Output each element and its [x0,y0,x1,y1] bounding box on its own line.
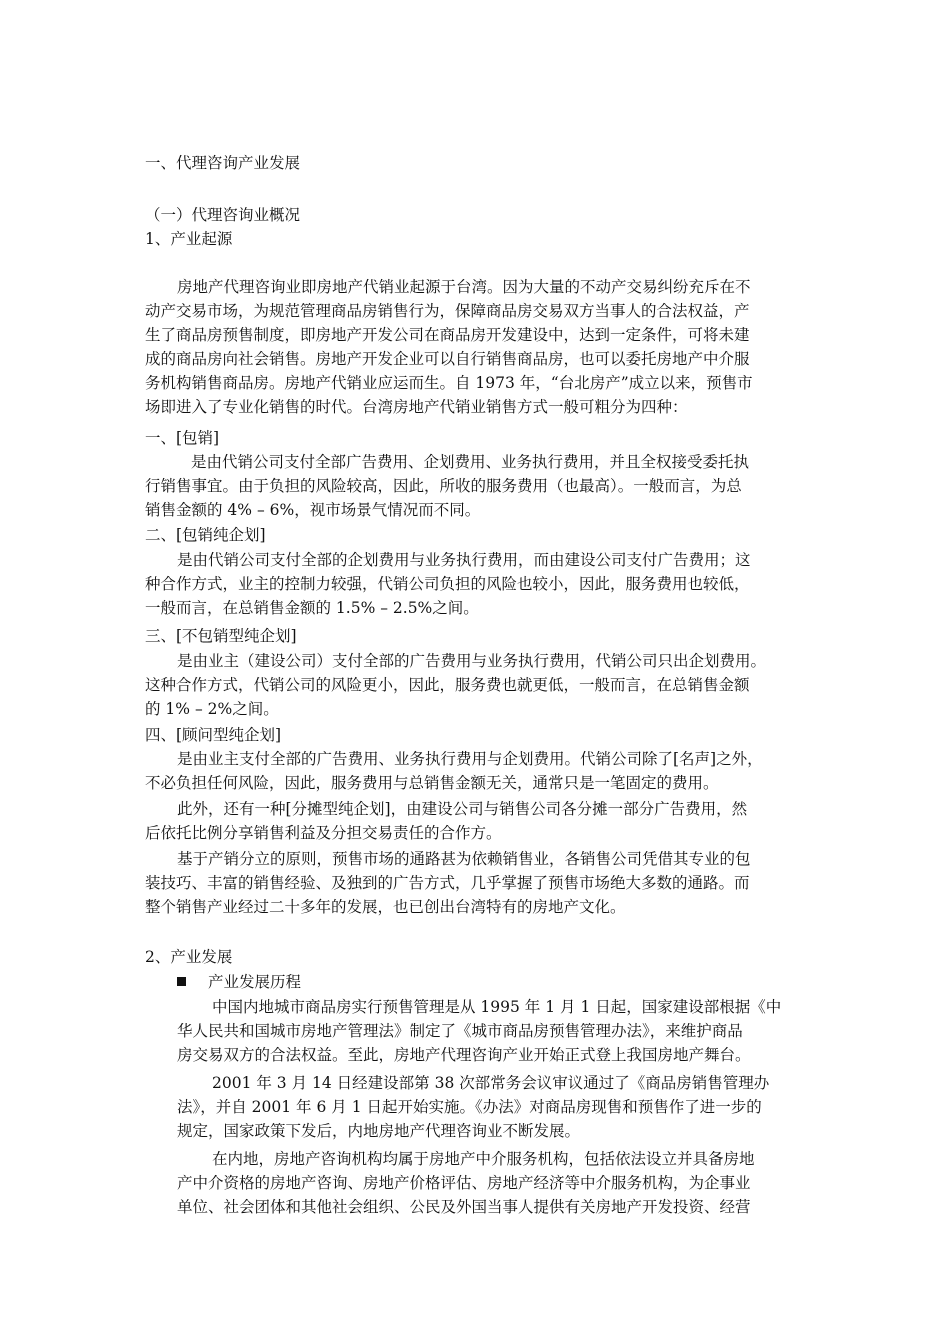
bullet-title: 产业发展历程 [208,973,302,991]
type-1-title: 一、[包销] [145,429,220,447]
type-2-line: 一般而言，在总销售金额的 1.5% – 2.5%之间。 [145,599,479,617]
type-1-line: 是由代销公司支付全部广告费用、企划费用、业务执行费用，并且全权接受委托执 [191,453,750,471]
type-4-line: 是由业主支付全部的广告费用、业务执行费用与企划费用。代销公司除了[名声]之外， [177,750,763,768]
dev-para-3-line: 在内地，房地产咨询机构均属于房地产中介服务机构，包括依法设立并具备房地 [212,1150,755,1168]
section-1-title: 1、产业起源 [145,230,233,248]
type-2-title: 二、[包销纯企划] [145,526,266,544]
type-3-title: 三、[不包销型纯企划] [145,627,297,645]
dev-para-1-line: 中国内地城市商品房实行预售管理是从 1995 年 1 月 1 日起，国家建设部根据《中 [212,998,782,1016]
intro-line: 场即进入了专业化销售的时代。台湾房地产代销业销售方式一般可粗分为四种： [145,398,688,416]
heading-2: （一）代理咨询业概况 [145,206,301,224]
type-1-line: 销售金额的 4% – 6%，视市场景气情况而不同。 [145,501,481,519]
type-4-title: 四、[顾问型纯企划] [145,726,282,744]
dev-para-1-line: 华人民共和国城市房地产管理法》制定了《城市商品房预售管理办法》，来维护商品 [177,1022,743,1040]
dev-para-1-line: 房交易双方的合法权益。至此，房地产代理咨询产业开始正式登上我国房地产舞台。 [177,1046,751,1064]
type-3-line: 是由业主（建设公司）支付全部的广告费用与业务执行费用，代销公司只出企划费用。 [177,652,767,670]
dev-para-2-line: 法》，并自 2001 年 6 月 1 日起开始实施。《办法》对商品房现售和预售作了进一步的 [177,1098,762,1116]
dev-para-3-line: 产中介资格的房地产咨询、房地产价格评估、房地产经济等中介服务机构，为企事业 [177,1174,751,1192]
intro-line: 成的商品房向社会销售。房地产开发企业可以自行销售商品房，也可以委托房地产中介服 [145,350,750,368]
section-2-title: 2、产业发展 [145,948,233,966]
summary-line: 基于产销分立的原则，预售市场的通路甚为依赖销售业，各销售公司凭借其专业的包 [177,850,751,868]
type-2-line: 种合作方式，业主的控制力较强，代销公司负担的风险也较小，因此，服务费用也较低， [145,575,750,593]
intro-line: 动产交易市场，为规范管理商品房销售行为，保障商品房交易双方当事人的合法权益，产 [145,302,750,320]
extra-line: 此外，还有一种[分摊型纯企划]，由建设公司与销售公司各分摊一部分广告费用，然 [177,800,748,818]
square-bullet-icon [177,977,186,986]
type-3-line: 的 1% – 2%之间。 [145,700,279,718]
type-2-line: 是由代销公司支付全部的企划费用与业务执行费用，而由建设公司支付广告费用；这 [177,551,751,569]
type-3-line: 这种合作方式，代销公司的风险更小，因此，服务费也就更低，一般而言，在总销售金额 [145,676,750,694]
intro-line: 房地产代理咨询业即房地产代销业起源于台湾。因为大量的不动产交易纠纷充斥在不 [177,278,751,296]
intro-line: 务机构销售商品房。房地产代销业应运而生。自 1973 年，“台北房产”成立以来，预售市 [145,374,753,392]
summary-line: 整个销售产业经过二十多年的发展，也已创出台湾特有的房地产文化。 [145,898,626,916]
heading-1: 一、代理咨询产业发展 [145,154,301,172]
dev-para-3-line: 单位、社会团体和其他社会组织、公民及外国当事人提供有关房地产开发投资、经营 [177,1198,751,1216]
extra-line: 后依托比例分享销售利益及分担交易责任的合作方。 [145,824,502,842]
type-4-line: 不必负担任何风险，因此，服务费用与总销售金额无关，通常只是一笔固定的费用。 [145,774,719,792]
dev-para-2-line: 2001 年 3 月 14 日经建设部第 38 次部常务会议审议通过了《商品房销售管理办 [212,1074,770,1092]
summary-line: 装技巧、丰富的销售经验、及独到的广告方式，几乎掌握了预售市场绝大多数的通路。而 [145,874,750,892]
dev-para-2-line: 规定，国家政策下发后，内地房地产代理咨询业不断发展。 [177,1122,581,1140]
type-1-line: 行销售事宜。由于负担的风险较高，因此，所收的服务费用（也最高）。一般而言，为总 [145,477,742,495]
intro-line: 生了商品房预售制度，即房地产开发公司在商品房开发建设中，达到一定条件，可将未建 [145,326,750,344]
bullet-item [177,970,810,994]
